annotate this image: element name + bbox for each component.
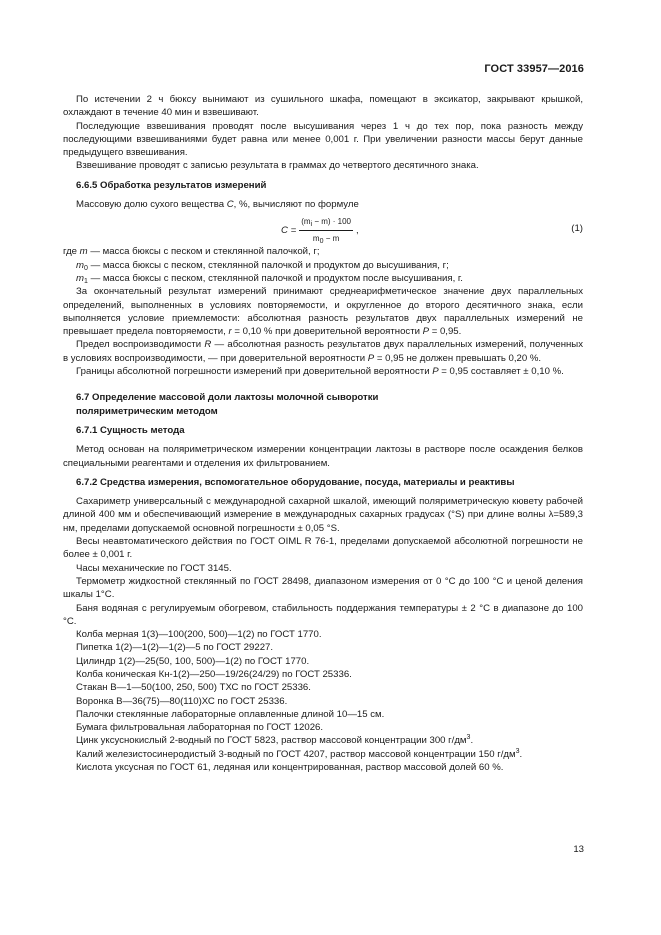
paragraph-cylinder: Цилиндр 1(2)—25(50, 100, 500)—1(2) по ГОСТ 1770. [76,655,310,667]
paragraph-reproducibility-limit: Предел воспроизводимости R — абсолютная разность результатов двух параллельных измерений, полученных в условиях воспроизводимости, — при доверительной вероятности P = 0,95 не должен превышать 0,20 %. [63,339,584,364]
formula-denominator: $m_0 - m$ [312,233,340,245]
section-6-6-5-heading: 6.6.5 Обработка результатов измерений [76,179,267,191]
paragraph-scales: Весы неавтоматического действия по ГОСТ OIML R 76-1, пределами допускаемой абсолютной погрешности не более ± 0,001 г. [63,536,583,561]
paragraph-volumetric-flask: Колба мерная 1(3)—100(200, 500)—1(2) по ГОСТ 1770. [76,629,322,641]
paragraph-final-result: За окончательный результат измерений принимают среднеарифметическое значение двух параллельных определений, выполненных в условиях повторяемости, и округленное до второго десятичного знака, если выполняется условие приемлемости: абсолютная разность результатов двух параллельных измерений не превышает предела повторяемости, r = 0,10 % при доверительной вероятности P = 0,95. [63,286,583,338]
paragraph-thermometer: Термометр жидкостной стеклянный по ГОСТ 28498, диапазоном измерения от 0 °С до 100 °С и ценой деления шкалы 1°С. [63,575,583,601]
paragraph-weighing-record: Взвешивание проводят с записью результата в граммах до четвертого десятичного знака. [76,160,479,172]
paragraph-error-bounds: Границы абсолютной погрешности измерений при доверительной вероятности P = 0,95 составляет ± 0,10 %. [76,366,564,378]
paragraph-conical-flask: Колба коническая Кн-1(2)—250—19/26(24/29) по ГОСТ 25336. [76,668,352,680]
formula-lhs: C = [281,224,297,236]
where-m1: $m_1$ — масса бюксы с песком, стеклянной палочкой и продуктом после высушивания, г. [76,272,463,285]
paragraph-formula-intro: Массовую долю сухого вещества C, %, вычисляют по формуле [76,199,359,211]
formula-1: C = $\frac{(m_i - m) \cdot 100}{m_0 - m}$ , (1) [281,217,583,245]
page-content [63,93,583,774]
where-m: где m — масса бюксы с песком и стеклянной палочкой, г; [63,246,320,258]
paragraph-removal: По истечении 2 ч бюксу вынимают из сушильного шкафа, помещают в эксикатор, закрывают крышкой, охлаждают в течение 40 мин и взвешивают. [63,94,583,119]
paragraph-water-bath: Баня водяная с регулируемым обогревом, стабильность поддержания температуры ± 2 °С в диапазоне до 100 °С. [63,602,583,627]
paragraph-potassium-ferrocyanide: Калий железистосинеродистый 3-водный по ГОСТ 4207, раствор массовой концентрации 150 $г/дм^3$. [76,747,523,760]
equation-number: (1) [571,223,583,235]
where-m0: $m_0$ — масса бюксы с песком, стеклянной палочкой и продуктом до высушивания, г; [76,259,449,272]
paragraph-glass-rods: Палочки стеклянные лабораторные оплавленные длиной 10—15 см. [76,708,385,720]
paragraph-beaker: Стакан В—1—50(100, 250, 500) ТХС по ГОСТ 25336. [76,682,311,694]
paragraph-acetic-acid: Кислота уксусная по ГОСТ 61, ледяная или концентрированная, раствор массовой долей 60 %. [76,762,504,774]
formula-fraction [299,215,353,245]
document-standard-header: ГОСТ 33957—2016 [484,63,584,75]
formula-numerator: $(m_i - m) \cdot 100$ [299,215,353,230]
paragraph-clock: Часы механические по ГОСТ 3145. [76,562,232,574]
section-6-7-heading: 6.7 Определение массовой доли лактозы молочной сыворотки поляриметрическим методом [76,392,379,417]
page-number: 13 [573,844,584,855]
paragraph-filter-paper: Бумага фильтровальная лабораторная по ГОСТ 12026. [76,722,324,734]
section-6-7-2-heading: 6.7.2 Средства измерения, вспомогательное оборудование, посуда, материалы и реактивы [76,476,515,488]
paragraph-funnel: Воронка В—36(75)—80(110)ХС по ГОСТ 25336. [76,695,288,707]
paragraph-zinc-acetate: Цинк уксуснокислый 2-водный по ГОСТ 5823, раствор массовой концентрации 300 $г/дм^3$. [76,734,474,747]
section-6-7-1-heading: 6.7.1 Сущность метода [76,424,185,436]
paragraph-method-essence: Метод основан на поляриметрическом измерении концентрации лактозы в растворе после осаждения белков специальными реагентами и отделения их фильтрованием. [63,444,583,469]
paragraph-saccharimeter: Сахариметр универсальный с международной сахарной шкалой, имеющий поляриметрическую кювету рабочей длиной 400 мм и обеспечивающий измерение в международных сахарных градусах (°S) при длине волны λ=589,3 нм, пределами допускаемой основной погрешности ± 0,05 °S. [63,496,583,534]
paragraph-repeated-weighing: Последующие взвешивания проводят после высушивания через 1 ч до тех пор, пока разность между последующими взвешиваниями будет равна или менее 0,001 г. При увеличении разности массы берут данные предыдущего взвешивания. [63,120,583,159]
paragraph-pipette: Пипетка 1(2)—1(2)—1(2)—5 по ГОСТ 29227. [76,642,274,654]
